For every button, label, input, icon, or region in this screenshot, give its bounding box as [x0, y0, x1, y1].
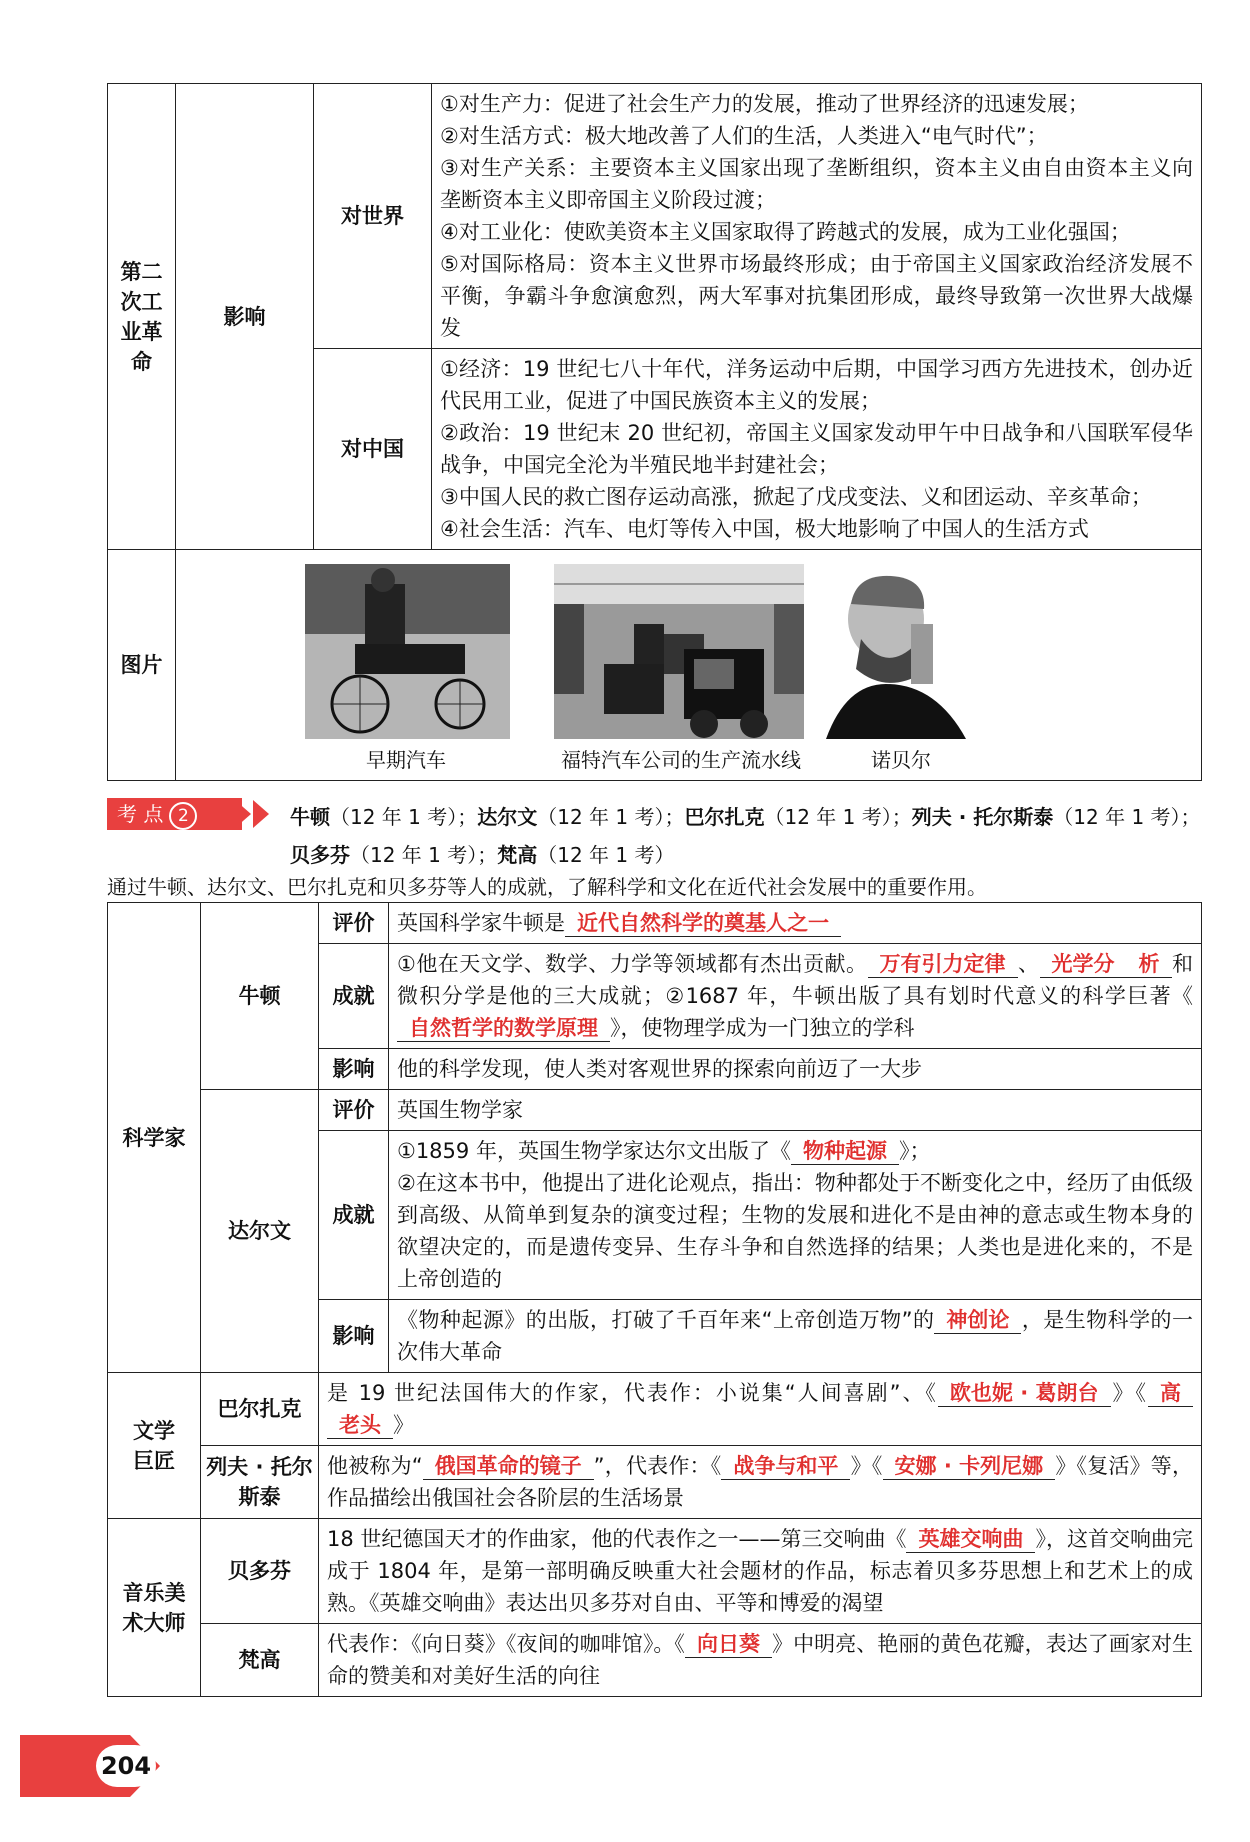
text-span: 》，这首交响曲完成于 1804 年，是第一部明确反映重大社会题材的作品，标志着贝多芬思想上和艺术上的成熟。《英雄交响曲》表达出贝多芬对自由、平等和博爱的渴望: [327, 1527, 1193, 1615]
second-industrial-revolution-table: [107, 83, 1202, 781]
music-art-label: [108, 1519, 201, 1697]
newton-ach-label: 成就: [319, 944, 389, 1049]
darwin-ach-line: ②在这本书中，他提出了进化论观点，指出：物种都处于不断变化之中，经历了由低级到高级、从简单到复杂的演变过程；生物的发展和进化不是由神的意志或生物本身的欲望决定的，而是遗传变异、生存斗争和自然选择的结果；人类也是进化来的，不是上帝创造的: [397, 1171, 1193, 1291]
answer-blank: 安娜 · 卡列尼娜: [883, 1453, 1056, 1480]
early-car-photo: [305, 564, 510, 739]
answer-blank: 光学分: [1040, 951, 1127, 978]
newton-achievements: [389, 944, 1202, 1049]
answer-blank: 战争与和平: [721, 1453, 850, 1480]
answer-blank: 老头: [327, 1412, 393, 1439]
kaodian-freq: （12 年 1 考）；: [1053, 805, 1201, 829]
answer-blank: 俄国革命的镜子: [423, 1453, 594, 1480]
newton-inf-label: 影响: [319, 1049, 389, 1090]
darwin-eval-label: 评价: [319, 1090, 389, 1131]
aspect-cell: 影响: [176, 84, 314, 550]
text-span: 和微积分学是他的三大成就；②1687 年，牛顿出版了具有划时代意义的科学巨著《: [397, 952, 1194, 1008]
kaodian-freq: （12 年 1 考）；: [330, 805, 478, 829]
darwin-ach-label: 成就: [319, 1131, 389, 1300]
tolstoy-text: [319, 1446, 1202, 1519]
topic-label: 第二次工业革命: [120, 259, 163, 374]
answer-blank: 高: [1148, 1380, 1193, 1407]
page-number: 204: [96, 1745, 156, 1787]
world-impact-cell: [432, 84, 1202, 349]
kaodian-number: 2: [169, 802, 197, 830]
intro-text: 通过牛顿、达尔文、巴尔扎克和贝多芬等人的成就，了解科学和文化在近代社会发展中的重要作用。: [107, 875, 987, 899]
kaodian-freq: （12 年 1 考）: [537, 843, 675, 867]
kaodian-name: 牛顿: [290, 805, 330, 829]
world-item: ①对生产力：促进了社会生产力的发展，推动了世界经济的迅速发展；: [440, 92, 1089, 116]
text-span: 是 19 世纪法国伟大的作家，代表作：小说集“人间喜剧”、《: [327, 1381, 938, 1405]
kaodian-name: 巴尔扎克: [684, 805, 765, 829]
kaodian-name: 贝多芬: [290, 843, 350, 867]
world-item: ②对生活方式：极大地改善了人们的生活，人类进入“电气时代”；: [440, 124, 1048, 148]
balzac-text: [319, 1373, 1202, 1446]
answer-blank: 近代自然科学的奠基人之一: [565, 910, 841, 937]
text-span: 他被称为“: [327, 1454, 423, 1478]
ford-assembly-line-photo: [554, 564, 804, 739]
text-span: ”，代表作：《: [593, 1454, 722, 1478]
china-item: ④社会生活：汽车、电灯等传入中国，极大地影响了中国人的生活方式: [440, 517, 1089, 541]
newton-eval: [389, 903, 1202, 944]
answer-blank: 自然哲学的数学原理: [397, 1015, 610, 1042]
text-span: 》《复活》等，作品描绘出俄国社会各阶层的生活场景: [327, 1454, 1193, 1510]
beethoven-name: 贝多芬: [201, 1519, 319, 1624]
kaodian-text: [290, 798, 1210, 874]
china-item: ③中国人民的救亡图存运动高涨，掀起了戊戌变法、义和团运动、辛亥革命；: [440, 485, 1152, 509]
text-span: 英国科学家牛顿是: [397, 911, 565, 935]
balzac-name: 巴尔扎克: [201, 1373, 319, 1446]
scientists-artists-table: [107, 902, 1202, 1697]
text-span: 》，使物理学成为一门独立的学科: [610, 1016, 915, 1040]
page-number-badge: [20, 1735, 150, 1797]
text-span: 代表作：《向日葵》《夜间的咖啡馆》。《: [327, 1632, 685, 1656]
kaodian-badge: [107, 798, 272, 830]
photo-caption: 诺贝尔: [871, 748, 931, 772]
darwin-influence: [389, 1300, 1202, 1373]
answer-blank: 向日葵: [685, 1631, 772, 1658]
world-item: ③对生产关系：主要资本主义国家出现了垄断组织，资本主义由自由资本主义向垄断资本主义即帝国主义阶段过渡；: [440, 156, 1193, 212]
kaodian-freq: （12 年 1 考）；: [764, 805, 912, 829]
text-span: 18 世纪德国天才的作曲家，他的代表作之一——第三交响曲《: [327, 1527, 907, 1551]
china-label: 对中国: [314, 349, 432, 550]
answer-blank: 析: [1127, 951, 1172, 978]
text-span: 》《: [850, 1454, 883, 1478]
vangogh-name: 梵高: [201, 1624, 319, 1697]
kaodian-line-1: [290, 798, 1210, 836]
music-art-label-text: 音乐美术大师: [122, 1580, 186, 1635]
kaodian-freq: （12 年 1 考）；: [537, 805, 685, 829]
tolstoy-name: 列夫 · 托尔斯泰: [201, 1446, 319, 1519]
world-label: 对世界: [314, 84, 432, 349]
photo-caption: 福特汽车公司的生产流水线: [561, 748, 801, 772]
beethoven-text: [319, 1519, 1202, 1624]
kaodian-freq: （12 年 1 考）；: [350, 843, 498, 867]
kaodian-tag: 考 点: [117, 802, 164, 826]
text-span: 》: [393, 1413, 414, 1437]
nobel-portrait-photo: [816, 564, 986, 739]
text-span: ①他在天文学、数学、力学等领域都有杰出贡献。: [397, 952, 868, 976]
literature-label-text: 文学巨匠: [133, 1418, 175, 1473]
newton-influence: 他的科学发现，使人类对客观世界的探索向前迈了一大步: [389, 1049, 1202, 1090]
vangogh-text: [319, 1624, 1202, 1697]
world-item: ⑤对国际格局：资本主义世界市场最终形成；由于帝国主义国家政治经济发展不平衡，争霸斗争愈演愈烈，两大军事对抗集团形成，最终导致第一次世界大战爆发: [440, 252, 1193, 340]
darwin-inf-label: 影响: [319, 1300, 389, 1373]
photo-caption: 早期汽车: [366, 748, 446, 772]
text-span: ，是生物科学的一次伟大革命: [397, 1308, 1193, 1364]
darwin-name: 达尔文: [201, 1090, 319, 1373]
kaodian-name: 列夫 · 托尔斯泰: [911, 805, 1054, 829]
kaodian-line-2: [290, 836, 1210, 874]
answer-blank: 神创论: [934, 1307, 1021, 1334]
china-impact-cell: [432, 349, 1202, 550]
china-item: ①经济：19 世纪七八十年代，洋务运动中后期，中国学习西方先进技术，创办近代民用工业，促进了中国民族资本主义的发展；: [440, 357, 1193, 413]
topic-cell: [108, 84, 176, 550]
kaodian-name: 达尔文: [477, 805, 538, 829]
literature-label: [108, 1373, 201, 1519]
text-span: 《物种起源》的出版，打破了千百年来“上帝创造万物”的: [397, 1308, 935, 1332]
answer-blank: 英雄交响曲: [906, 1526, 1035, 1553]
world-item: ④对工业化：使欧美资本主义国家取得了跨越式的发展，成为工业化强国；: [440, 220, 1131, 244]
picture-label: 图片: [108, 550, 176, 781]
scientists-label: 科学家: [108, 903, 201, 1373]
china-item: ②政治：19 世纪末 20 世纪初，帝国主义国家发动甲午中日战争和八国联军侵华战争，中国完全沦为半殖民地半封建社会；: [440, 421, 1193, 477]
text-span: 》；: [898, 1139, 931, 1163]
darwin-achievements: [389, 1131, 1202, 1300]
darwin-eval: 英国生物学家: [389, 1090, 1202, 1131]
newton-name: 牛顿: [201, 903, 319, 1090]
kaodian-name: 梵高: [497, 843, 538, 867]
darwin-ach-line: [397, 1135, 1193, 1167]
answer-blank: 欧也妮 · 葛朗台: [938, 1380, 1111, 1407]
text-span: ①1859 年，英国生物学家达尔文出版了《: [397, 1139, 791, 1163]
newton-eval-label: 评价: [319, 903, 389, 944]
answer-blank: 物种起源: [791, 1138, 899, 1165]
text-span: 》中明亮、艳丽的黄色花瓣，表达了画家对生命的赞美和对美好生活的向往: [327, 1632, 1194, 1688]
answer-blank: 万有引力定律: [868, 951, 1018, 978]
text-span: 、: [1017, 952, 1040, 976]
text-span: 》《: [1110, 1381, 1148, 1405]
photo-cell: [176, 550, 1202, 781]
